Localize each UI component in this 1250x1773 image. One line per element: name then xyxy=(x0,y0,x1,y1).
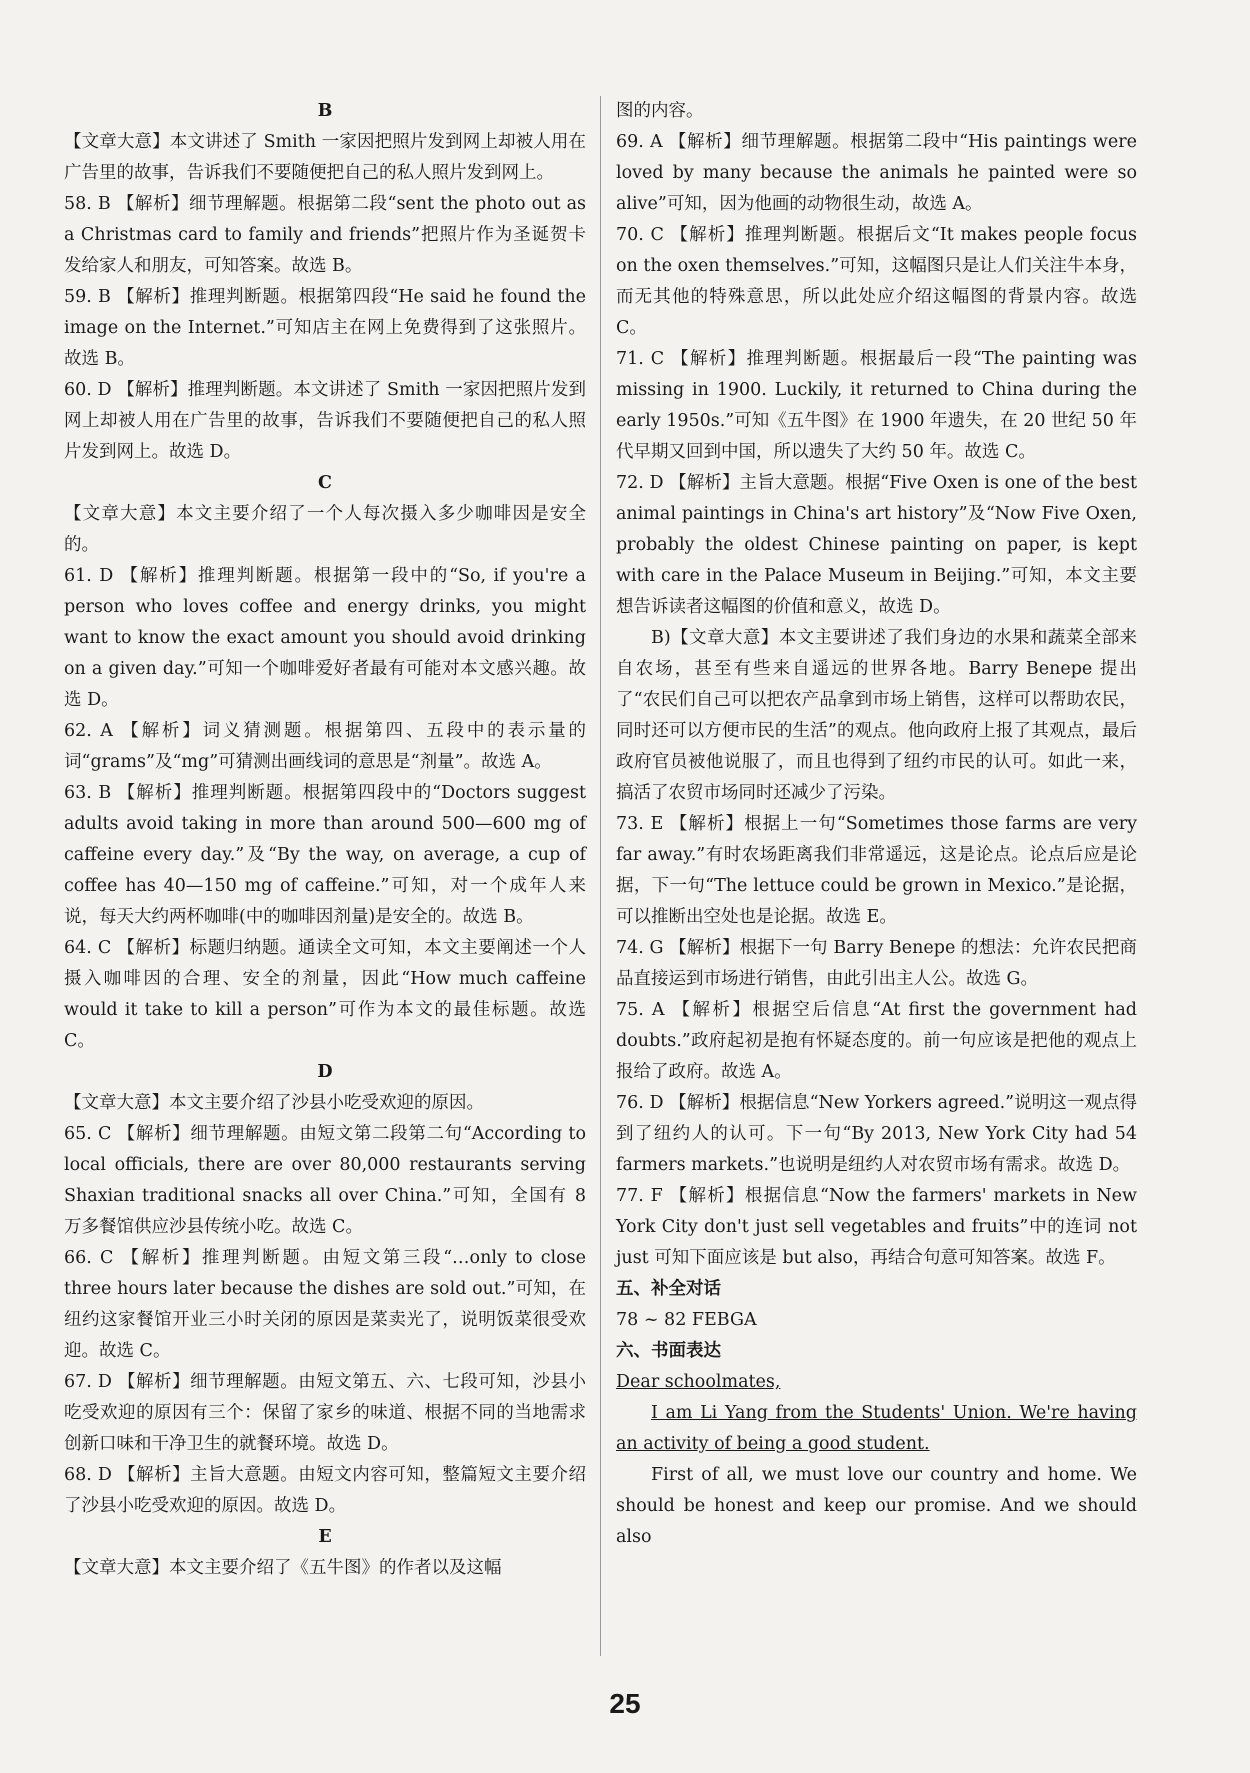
right-column xyxy=(616,96,1137,1553)
section-heading-5: 五、补全对话 xyxy=(616,1279,721,1299)
answer-58: 58. B 【解析】细节理解题。根据第二段“sent the photo out as a Christmas card to family and friends”把照片作为圣诞贺卡发给家人和朋友，可知答案。故选 B。 xyxy=(64,194,586,276)
answer-74: 74. G 【解析】根据下一句 Barry Benepe 的想法：允许农民把商品直接运到市场进行销售，由此引出主人公。故选 G。 xyxy=(616,938,1137,989)
answer-60: 60. D 【解析】推理判断题。本文讲述了 Smith 一家因把照片发到网上却被人用在广告里的故事，告诉我们不要随便把自己的私人照片发到网上。故选 D。 xyxy=(64,380,586,462)
summary-e-continued: 图的内容。 xyxy=(616,101,704,121)
answer-72: 72. D 【解析】主旨大意题。根据“Five Oxen is one of the best animal paintings in China's art history”及“Now Five Oxen, probably the oldest Chinese painting on paper, is kept with care in the Palace Museum in Beijing.”可知，本文主要想告诉读者这幅图的价值和意义，故选 D。 xyxy=(616,473,1137,617)
letter-greeting: Dear schoolmates, xyxy=(616,1372,781,1392)
summary-e: 【文章大意】本文主要介绍了《五牛图》的作者以及这幅 xyxy=(64,1558,502,1578)
section-heading-b: B xyxy=(317,101,333,121)
answer-67: 67. D 【解析】细节理解题。由短文第五、六、七段可知，沙县小吃受欢迎的原因有三个：保留了家乡的味道、根据不同的当地需求创新口味和干净卫生的就餐环境。故选 D。 xyxy=(64,1372,586,1454)
answer-62: 62. A 【解析】词义猜测题。根据第四、五段中的表示量的词“grams”及“mg”可猜测出画线词的意思是“剂量”。故选 A。 xyxy=(64,721,586,772)
section-heading-c: C xyxy=(318,473,332,493)
answer-61: 61. D 【解析】推理判断题。根据第一段中的“So, if you're a person who loves coffee and energy drinks, you might want to know the exact amount you should avoid drinking on a given day.”可知一个咖啡爱好者最有可能对本文感兴趣。故选 D。 xyxy=(64,566,586,710)
summary-d: 【文章大意】本文主要介绍了沙县小吃受欢迎的原因。 xyxy=(64,1093,484,1113)
section-heading-6: 六、书面表达 xyxy=(616,1341,721,1361)
answer-77: 77. F 【解析】根据信息“Now the farmers' markets in New York City don't just sell vegetables and fruits”中的连词 not just 可知下面应该是 but also，再结合句意可知答案。故选 F。 xyxy=(616,1186,1137,1268)
answer-76: 76. D 【解析】根据信息“New Yorkers agreed.”说明这一观点得到了纽约人的认可。下一句“By 2013, New York City had 54 farmers markets.”也说明是纽约人对农贸市场有需求。故选 D。 xyxy=(616,1093,1137,1175)
answer-63: 63. B 【解析】推理判断题。根据第四段中的“Doctors suggest adults avoid taking in more than around 500—600 mg of caffeine every day.”及“By the way, on average, a cup of coffee has 40—150 mg of caffeine.”可知，对一个成年人来说，每天大约两杯咖啡(中的咖啡因剂量)是安全的。故选 B。 xyxy=(64,783,586,927)
answer-69: 69. A 【解析】细节理解题。根据第二段中“His paintings were loved by many because the animals he painted were so alive”可知，因为他画的动物很生动，故选 A。 xyxy=(616,132,1137,214)
section-heading-d: D xyxy=(317,1062,333,1082)
summary-b: 【文章大意】本文讲述了 Smith 一家因把照片发到网上却被人用在广告里的故事，告诉我们不要随便把自己的私人照片发到网上。 xyxy=(64,132,586,183)
answer-59: 59. B 【解析】推理判断题。根据第四段“He said he found the image on the Internet.”可知店主在网上免费得到了这张照片。故选 B。 xyxy=(64,287,586,369)
answer-66: 66. C 【解析】推理判断题。由短文第三段“…only to close three hours later because the dishes are sold out.”可知，在纽约这家餐馆开业三小时关闭的原因是菜卖光了，说明饭菜很受欢迎。故选 C。 xyxy=(64,1248,586,1361)
answer-64: 64. C 【解析】标题归纳题。通读全文可知，本文主要阐述一个人摄入咖啡因的合理、安全的剂量，因此“How much caffeine would it take to kill a person”可作为本文的最佳标题。故选 C。 xyxy=(64,938,586,1051)
answer-73: 73. E 【解析】根据上一句“Sometimes those farms are very far away.”有时农场距离我们非常遥远，这是论点。论点后应是论据，下一句“The lettuce could be grown in Mexico.”是论据，可以推断出空处也是论据。故选 E。 xyxy=(616,814,1137,927)
left-column xyxy=(64,96,586,1584)
answer-68: 68. D 【解析】主旨大意题。由短文内容可知，整篇短文主要介绍了沙县小吃受欢迎的原因。故选 D。 xyxy=(64,1465,586,1516)
answer-70: 70. C 【解析】推理判断题。根据后文“It makes people focus on the oxen themselves.”可知，这幅图只是让人们关注牛本身，而无其他的特殊意思，所以此处应介绍这幅图的背景内容。故选 C。 xyxy=(616,225,1137,338)
answers-78-82: 78 ~ 82 FEBGA xyxy=(616,1310,757,1330)
answer-65: 65. C 【解析】细节理解题。由短文第二段第二句“According to local officials, there are over 80,000 restaurants serving Shaxian traditional snacks all over China.”可知，全国有 8 万多餐馆供应沙县传统小吃。故选 C。 xyxy=(64,1124,586,1237)
letter-paragraph-1: I am Li Yang from the Students' Union. We're having an activity of being a good student. xyxy=(616,1403,1137,1454)
answer-75: 75. A 【解析】根据空后信息“At first the government had doubts.”政府起初是抱有怀疑态度的。前一句应该是把他的观点上报给了政府。故选 A。 xyxy=(616,1000,1137,1082)
answer-71: 71. C 【解析】推理判断题。根据最后一段“The painting was missing in 1900. Luckily, it returned to China during the early 1950s.”可知《五牛图》在 1900 年遗失，在 20 世纪 50 年代早期又回到中国，所以遗失了大约 50 年。故选 C。 xyxy=(616,349,1137,462)
letter-paragraph-2: First of all, we must love our country and home. We should be honest and keep our promise. And we should also xyxy=(616,1465,1137,1547)
column-divider xyxy=(600,96,601,1656)
section-heading-e: E xyxy=(318,1527,332,1547)
summary-c: 【文章大意】本文主要介绍了一个人每次摄入多少咖啡因是安全的。 xyxy=(64,504,586,555)
page-number: 25 xyxy=(609,1688,641,1719)
summary-b2: B)【文章大意】本文主要讲述了我们身边的水果和蔬菜全部来自农场，甚至有些来自遥远的世界各地。Barry Benepe 提出了“农民们自己可以把农产品拿到市场上销售，这样可以帮助农民，同时还可以方便市民的生活”的观点。他向政府上报了其观点，最后政府官员被他说服了，而且也得到了纽约市民的认可。如此一来，搞活了农贸市场同时还减少了污染。 xyxy=(616,628,1137,803)
